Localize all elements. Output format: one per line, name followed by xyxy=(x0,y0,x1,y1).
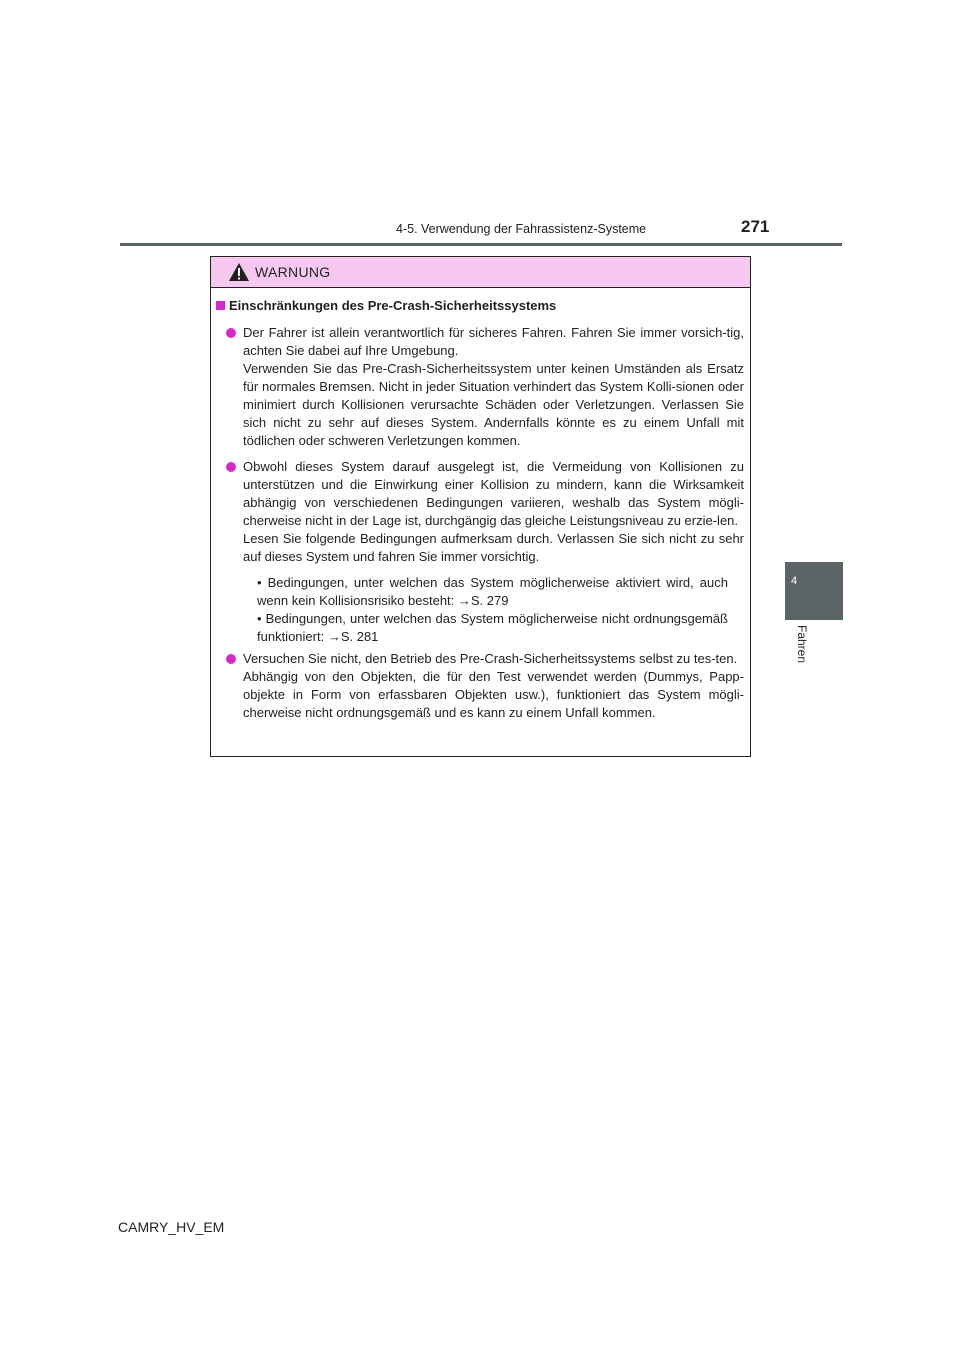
bullet-dot-icon xyxy=(226,462,236,472)
bullet-dot-icon xyxy=(226,328,236,338)
warning-triangle-icon xyxy=(228,262,250,282)
warning-paragraph: Verwenden Sie das Pre-Crash-Sicherheitssystem unter keinen Umständen als Ersatz für normales Bremsen. Nicht in jeder Situation verhindert das System Kolli-sionen oder minimiert durch Kollisionen verursachte Schäden oder Verletzungen. Verlassen Sie sich nicht zu sehr auf dieses System. Andernfalls könnte es zu einem Unfall mit tödlichen oder schweren Verletzungen kommen. xyxy=(243,361,744,448)
chapter-label: Fahren xyxy=(795,625,809,664)
warning-header xyxy=(211,257,750,288)
header-divider xyxy=(120,243,842,246)
bullet-dot-icon xyxy=(226,654,236,664)
warning-box xyxy=(210,256,751,757)
section-heading: Einschränkungen des Pre-Crash-Sicherheitssystems xyxy=(214,297,750,315)
warning-item: Versuchen Sie nicht, den Betrieb des Pre-Crash-Sicherheitssystems selbst zu tes-ten. xyxy=(211,650,750,668)
page-number: 271 xyxy=(741,217,770,236)
chapter-number: 4 xyxy=(791,575,798,587)
document-code: CAMRY_HV_EM xyxy=(118,1219,225,1235)
section-title: 4-5. Verwendung der Fahrassistenz-Systeme xyxy=(396,222,647,236)
warning-item: Obwohl dieses System darauf ausgelegt ist, die Vermeidung von Kollisionen zu unterstützen und die Einwirkung einer Kollision zu mindern, kann die Wirksamkeit abhängig von verschiedenen Bedingungen variieren, weshalb das System mögli-cherweise nicht in der Lage ist, durchgängig das gleiche Leistungsniveau zu erzie-len. xyxy=(211,458,750,530)
warning-item: Der Fahrer ist allein verantwortlich für sicheres Fahren. Fahren Sie immer vorsich-tig, achten Sie dabei auf Ihre Umgebung. xyxy=(211,324,750,360)
chapter-tab xyxy=(785,562,843,620)
condition-item: • Bedingungen, unter welchen das System möglicherweise nicht ordnungsgemäß funktioniert: →S. 281 xyxy=(257,611,728,644)
condition-item: • Bedingungen, unter welchen das System möglicherweise aktiviert wird, auch wenn kein Kollisionsrisiko besteht: →S. 279 xyxy=(257,575,728,608)
warning-body xyxy=(211,297,750,722)
warning-title: WARNUNG xyxy=(255,264,331,280)
warning-paragraph: Lesen Sie folgende Bedingungen aufmerksam durch. Verlassen Sie sich nicht zu sehr auf dieses System und fahren Sie immer vorsichtig. xyxy=(243,531,744,564)
warning-paragraph: Abhängig von den Objekten, die für den Test verwendet werden (Dummys, Papp-objekte in Form von erfassbaren Objekten usw.), funktioniert das System mögli-cherweise nicht ordnungsgemäß und es kann zu einem Unfall kommen. xyxy=(243,669,744,720)
square-bullet-icon xyxy=(216,301,225,310)
